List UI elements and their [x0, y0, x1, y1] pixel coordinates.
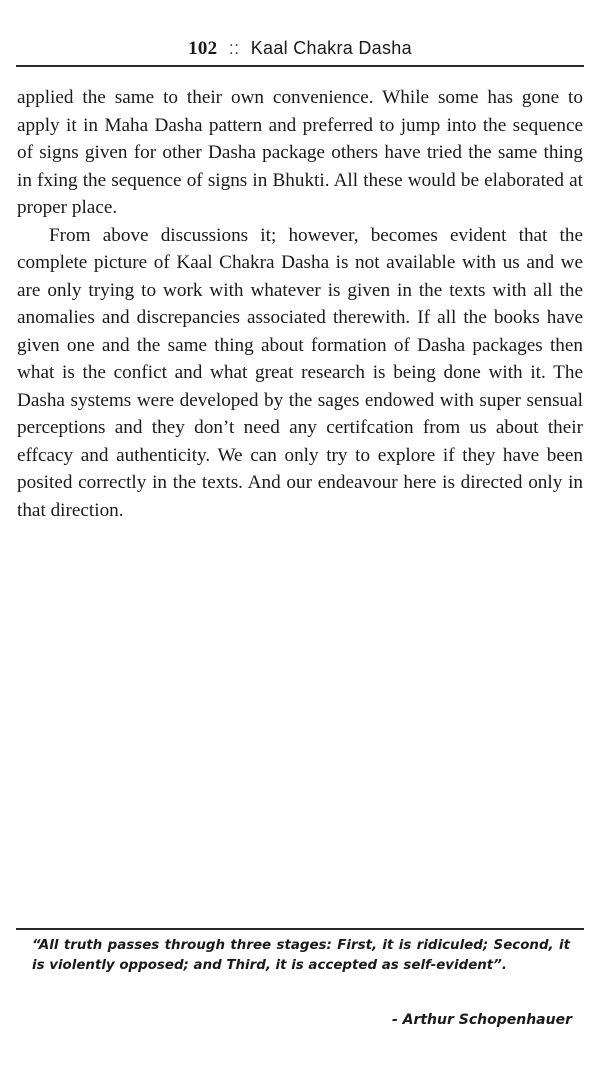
footer-quote: “All truth passes through three stages: First, it is ridiculed; Second, it is violently opposed; and Third, it is accepted as self-evident”. — [32, 938, 570, 973]
footer-divider — [16, 928, 584, 930]
paragraph-1: applied the same to their own convenience. While some has gone to apply it in Maha Dasha pattern and preferred to jump into the sequence of signs given for other Dasha package others have tried the same thing in fxing the sequence of signs in Bhukti. All these would be elaborated at proper place. — [17, 87, 583, 218]
quote-author: - Arthur Schopenhauer — [391, 1012, 572, 1028]
body-text — [17, 84, 583, 524]
header-divider — [16, 65, 584, 67]
running-header — [0, 38, 600, 60]
chapter-title: Kaal Chakra Dasha — [250, 38, 412, 58]
header-separator: :: — [228, 38, 240, 58]
page-number: 102 — [188, 38, 218, 59]
paragraph-2: From above discussions it; however, becomes evident that the complete picture of Kaal Chakra Dasha is not available with us and we are only trying to work with whatever is given in the texts with all the anomalies and discrepancies associated therewith. If all the books have given one and the same thing about formation of Dasha packages then what is the confict and what great research is being done with it. The Dasha systems were developed by the sages endowed with super sensual perceptions and they don’t need any certifcation from us about their effcacy and authenticity. We can only try to explore if they have been posited correctly in the texts. And our endeavour here is directed only in that direction. — [17, 224, 583, 521]
